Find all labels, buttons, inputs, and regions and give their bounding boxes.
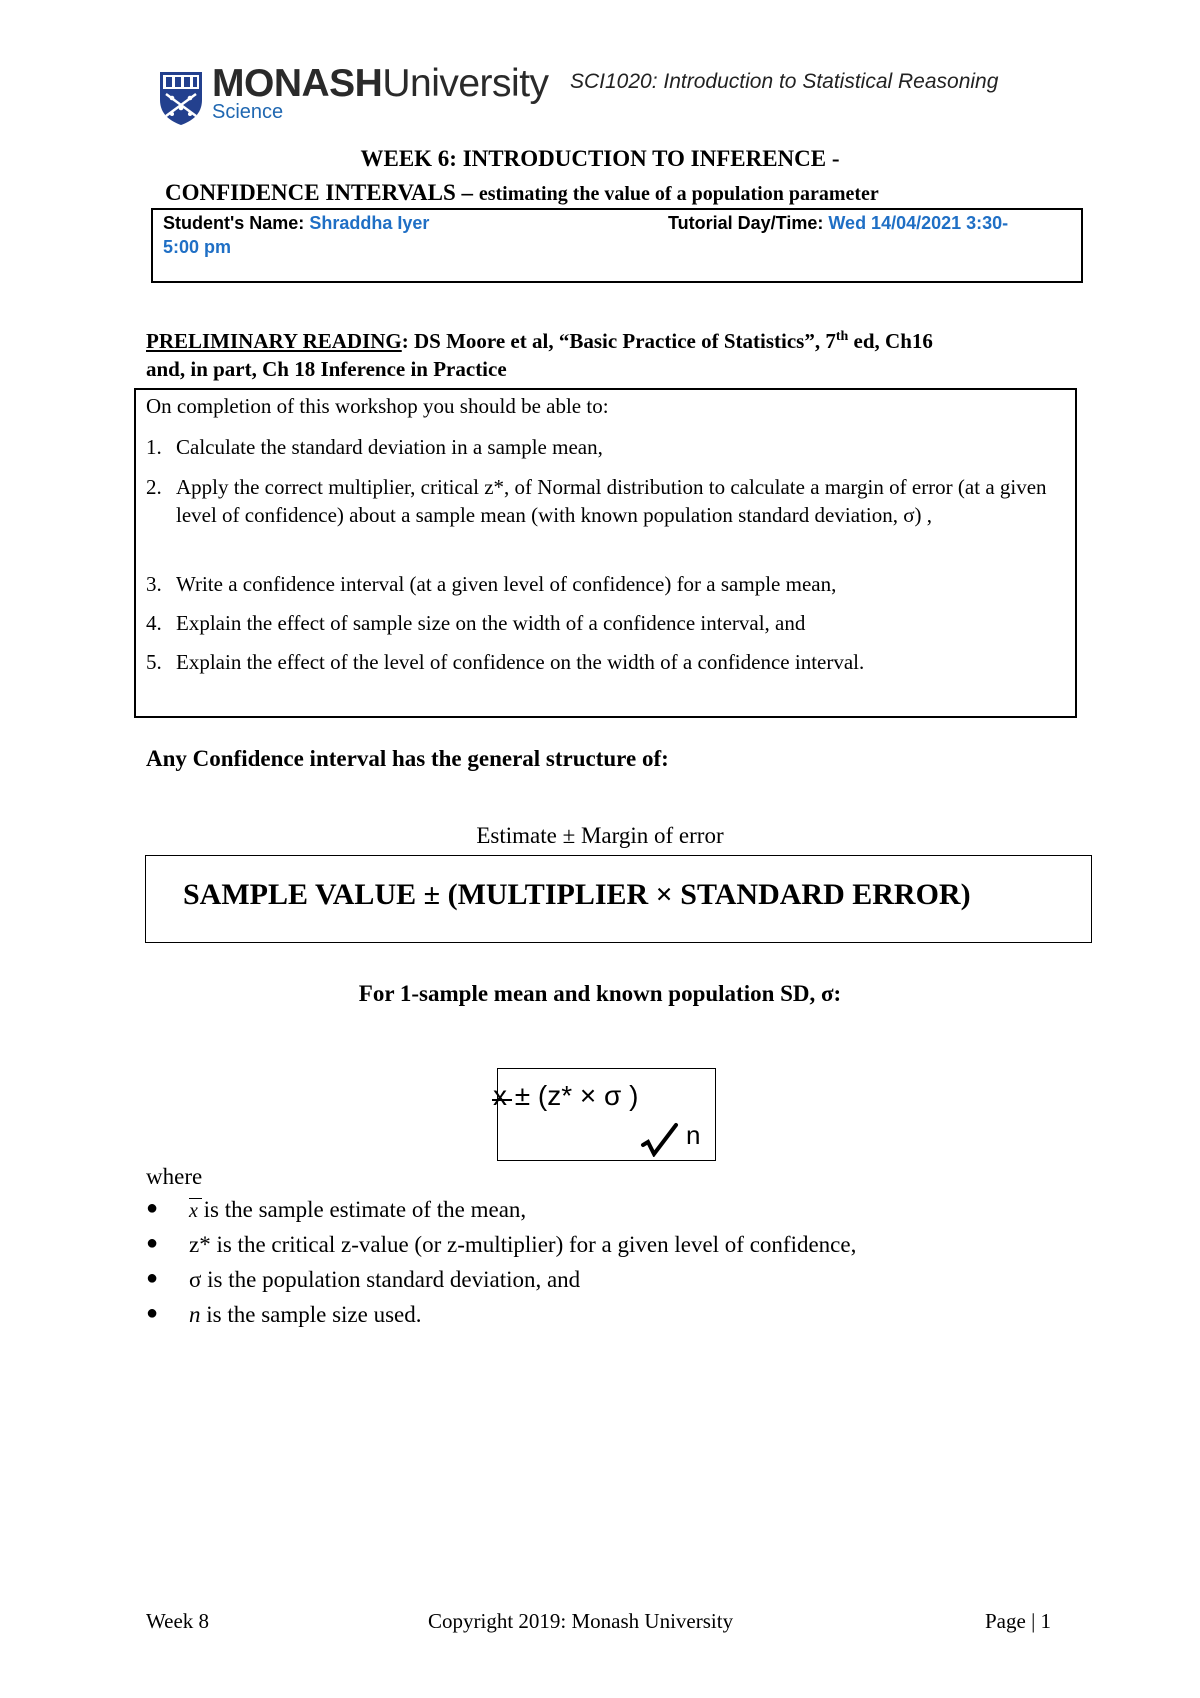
bullet-text: x is the sample estimate of the mean, (189, 1197, 527, 1222)
tutorial-time-value: Wed 14/04/2021 3:30- (828, 213, 1009, 233)
general-structure-heading: Any Confidence interval has the general structure of: (146, 746, 669, 771)
monash-logo-wordmark (212, 62, 549, 106)
student-name-value: Shraddha Iyer (309, 213, 430, 233)
objective-text: Explain the effect of sample size on the width of a confidence interval, and (176, 611, 806, 635)
objective-text: Calculate the standard deviation in a sample mean, (176, 435, 603, 459)
objective-text: Apply the correct multiplier, critical z*, of Normal distribution to calculate a margin of error (at a given level of confidence) about a sample mean (with known population standard deviation, σ) , (176, 475, 1047, 527)
tutorial-time-row (668, 213, 1008, 234)
sqrt-n: n (686, 1120, 701, 1150)
estimate-margin-line: Estimate ± Margin of error (476, 823, 724, 848)
logo-university: University (382, 62, 549, 105)
footer-page-number: Page | 1 (985, 1609, 1052, 1633)
prelim-text-a: : DS Moore et al, “Basic Practice of Statistics”, 7 (401, 329, 836, 353)
objectives-intro: On completion of this workshop you should be able to: (146, 394, 609, 418)
page-title-line2 (165, 180, 879, 206)
logo-brand: MONASH (212, 62, 383, 105)
student-name-row (163, 213, 429, 234)
prelim-label: PRELIMINARY READING (146, 329, 402, 353)
prelim-superscript: th (835, 329, 849, 344)
objective-num: 1. (146, 435, 162, 459)
title-sub: estimating the value of a population parameter (478, 183, 879, 205)
prelim-text-b: ed, Ch16 (848, 329, 933, 353)
objective-text: Write a confidence interval (at a given level of confidence) for a sample mean, (176, 572, 837, 596)
logo-faculty: Science (212, 101, 284, 123)
title-main: CONFIDENCE INTERVALS – (165, 180, 474, 205)
general-formula: SAMPLE VALUE ± (MULTIPLIER × STANDARD ERROR) (183, 878, 971, 911)
bullet-icon: ● (146, 1232, 159, 1254)
x-bar-symbol: x (189, 1200, 198, 1222)
bullet-text: σ is the population standard deviation, and (189, 1267, 581, 1292)
bullet-icon: ● (146, 1267, 159, 1289)
footer-week: Week 8 (146, 1609, 210, 1633)
prelim-line2: and, in part, Ch 18 Inference in Practice (146, 357, 507, 381)
course-title: SCI1020: Introduction to Statistical Reasoning (570, 70, 999, 93)
footer-copyright: Copyright 2019: Monash University (428, 1609, 734, 1633)
monash-crest-icon (158, 70, 204, 126)
tutorial-time-label: Tutorial Day/Time: (668, 213, 824, 233)
objective-num: 2. (146, 475, 162, 499)
bullet-text: z* is the critical z-value (or z-multiplier) for a given level of confidence, (189, 1232, 857, 1257)
bullet-text: n is the sample size used. (189, 1302, 422, 1327)
preliminary-reading (146, 323, 1081, 383)
objective-num: 5. (146, 650, 162, 674)
student-name-label: Student's Name: (163, 213, 305, 233)
bullet-icon: ● (146, 1197, 159, 1219)
objective-num: 3. (146, 572, 162, 596)
one-sample-heading: For 1-sample mean and known population SD, σ: (358, 981, 842, 1006)
page-title-line1: WEEK 6: INTRODUCTION TO INFERENCE - (360, 146, 840, 171)
n-symbol: n (189, 1302, 201, 1327)
where-label: where (146, 1164, 203, 1189)
one-sample-formula: x ± (z* × σ ) (493, 1080, 639, 1111)
bullet-icon: ● (146, 1302, 159, 1324)
objective-text: Explain the effect of the level of confidence on the width of a confidence interval. (176, 650, 865, 674)
formula-underline-icon (490, 1097, 520, 1103)
tutorial-time-value-cont: 5:00 pm (163, 237, 232, 257)
objective-num: 4. (146, 611, 162, 635)
